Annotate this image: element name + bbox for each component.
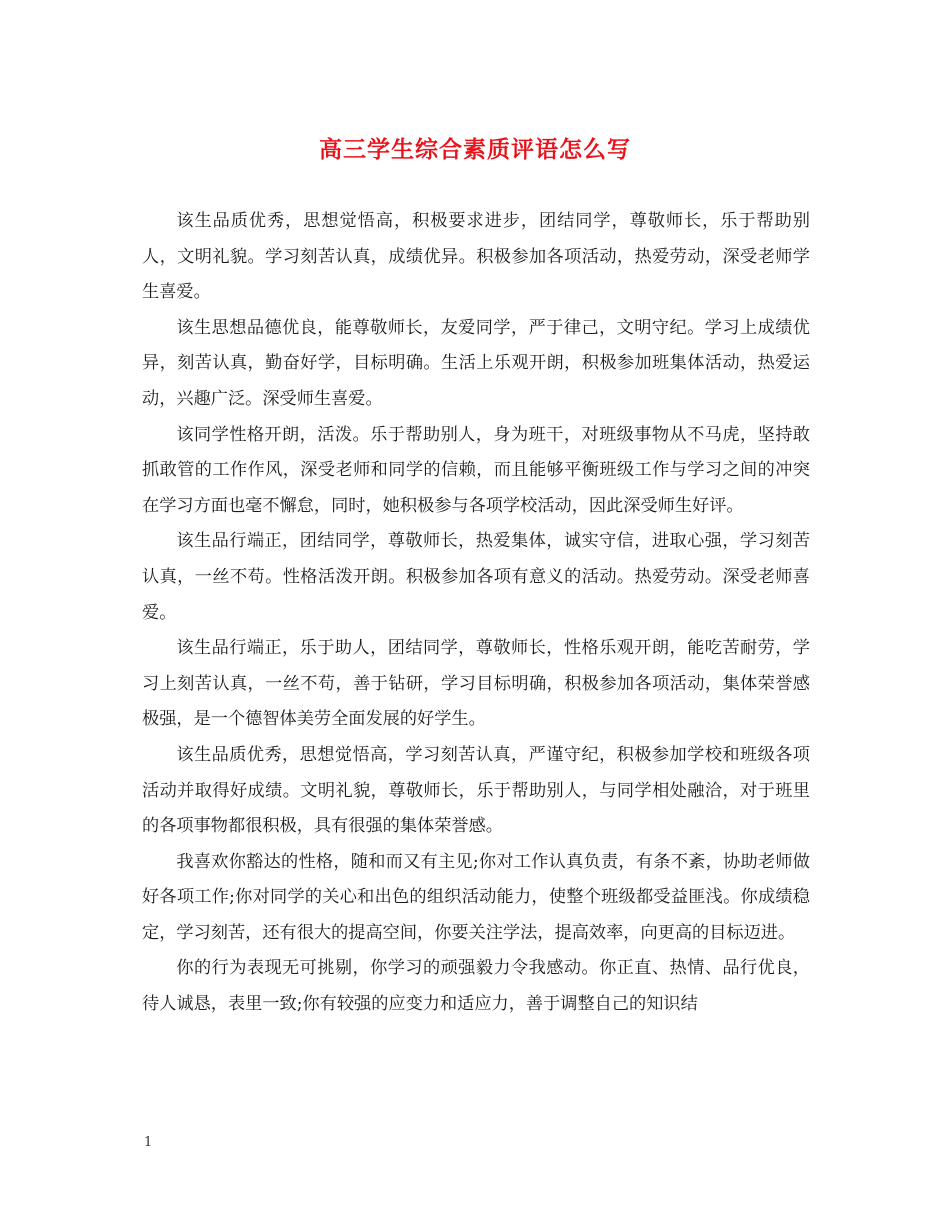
paragraph-4: 该生品行端正，团结同学，尊敬师长，热爱集体，诚实守信，进取心强，学习刻苦认真，一丝不苟。性格活泼开朗。积极参加各项有意义的活动。热爱劳动。深受老师喜爱。 (142, 531, 810, 623)
paragraph-6: 该生品质优秀，思想觉悟高，学习刻苦认真，严谨守纪，积极参加学校和班级各项活动并取得好成绩。文明礼貌，尊敬师长，乐于帮助别人，与同学相处融洽，对于班里的各项事物都很积极，具有很强的集体荣誉感。 (142, 744, 810, 837)
paragraph-1: 该生品质优秀，思想觉悟高，积极要求进步，团结同学，尊敬师长，乐于帮助别人，文明礼貌。学习刻苦认真，成绩优异。积极参加各项活动，热爱劳动，深受老师学生喜爱。 (142, 211, 810, 303)
document-title: 高三学生综合素质评语怎么写 (319, 136, 631, 163)
paragraph-7: 我喜欢你豁达的性格，随和而又有主见;你对工作认真负责，有条不紊，协助老师做好各项工作;你对同学的关心和出色的组织活动能力，使整个班级都受益匪浅。你成绩稳定，学习刻苦，还有很大的提高空间，你要关注学法，提高效率，向更高的目标迈进。 (142, 851, 810, 943)
page-number: 1 (144, 1135, 153, 1150)
paragraph-3: 该同学性格开朗，活泼。乐于帮助别人，身为班干，对班级事物从不马虎，坚持敢抓敢管的工作作风，深受老师和同学的信赖，而且能够平衡班级工作与学习之间的冲突在学习方面也毫不懈怠，同时，她积极参与各项学校活动，因此深受师生好评。 (142, 424, 810, 516)
paragraph-8: 你的行为表现无可挑剔，你学习的顽强毅力令我感动。你正直、热情、品行优良，待人诚恳，表里一致;你有较强的应变力和适应力，善于调整自己的知识结 (142, 958, 810, 1015)
document-body (142, 204, 810, 1023)
paragraph-2: 该生思想品德优良，能尊敬师长，友爱同学，严于律己，文明守纪。学习上成绩优异，刻苦认真，勤奋好学，目标明确。生活上乐观开朗，积极参加班集体活动，热爱运动，兴趣广泛。深受师生喜爱。 (142, 317, 810, 409)
paragraph-5: 该生品行端正，乐于助人，团结同学，尊敬师长，性格乐观开朗，能吃苦耐劳，学习上刻苦认真，一丝不苟，善于钻研，学习目标明确，积极参加各项活动，集体荣誉感极强，是一个德智体美劳全面发展的好学生。 (142, 638, 810, 730)
